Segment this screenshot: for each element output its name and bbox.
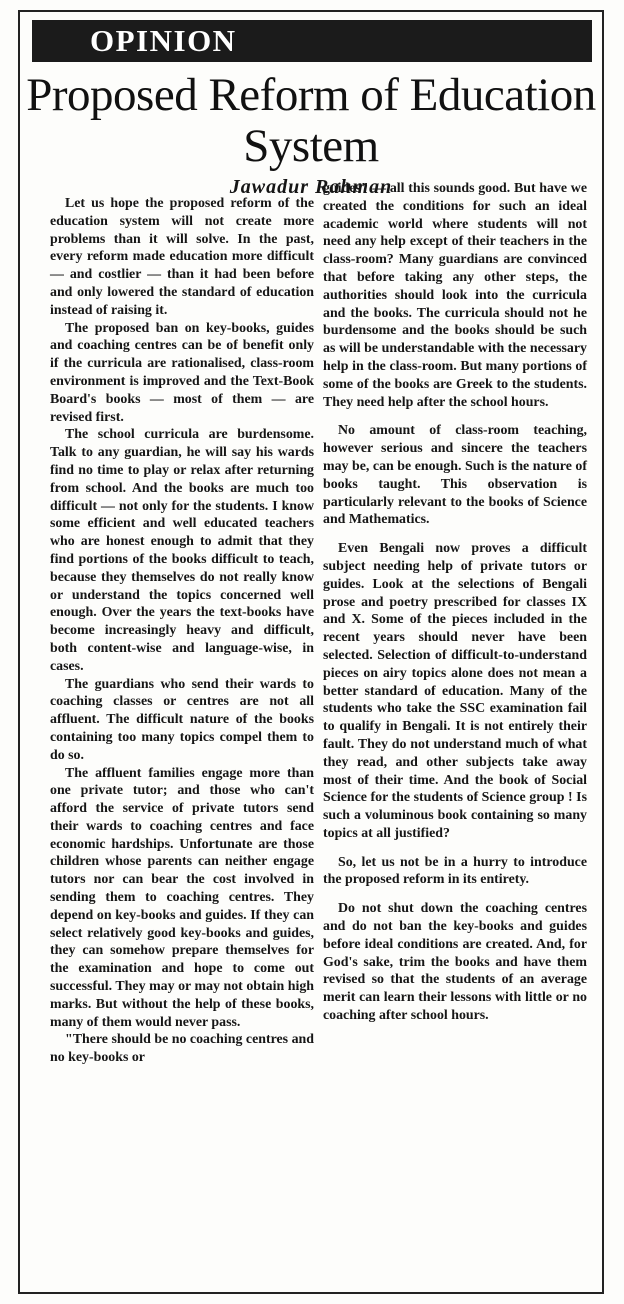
paragraph: guides" — all this sounds good. But have we created the conditions for such an ideal academic world where students will not need any help except of their teachers in the class-room? Many guardians are convinced that before taking any other steps, the authorities should look into the curricula and the books. The curricula should not he burdensome and the books should be such as will be understandable with the necessary help in the class-room. But many portions of some of the books are Greek to the students. They need help after the school hours.	[323, 181, 587, 410]
byline: Jawadur Rahman	[229, 176, 393, 198]
paragraph: Let us hope the proposed reform of the education system will not create more problems than it will solve. In the past, every reform made education more difficult — and costlier — than it had been before and only lowered the standard of education instead of raising it.	[50, 196, 314, 318]
paragraph: The guardians who send their wards to coaching classes or centres are not all affluent. The difficult nature of the books containing too many topics compel them to do so.	[50, 676, 314, 763]
headline: Proposed Reform of Education System	[26, 69, 596, 172]
paragraph: So, let us not be in a hurry to introduce the proposed reform in its entirety.	[323, 854, 587, 888]
section-banner	[32, 20, 592, 62]
article-frame	[18, 10, 604, 1294]
column-right	[323, 180, 587, 1025]
section-label: OPINION	[90, 23, 237, 58]
paragraph: The proposed ban on key-books, guides and coaching centres can be of benefit only if the curricula are rationalised, class-room environment is improved and the Text-Book Board's books — most of them — are revised first.	[50, 320, 314, 425]
paragraph: Even Bengali now proves a difficult subject needing help of private tutors or guides. Look at the selections of Bengali prose and poetry prescribed for classes IX and X. Some of the pieces included in the recent years should never have been selected. Selection of difficult-to-understand pieces on airy topics alone does not mean a better standard of education. Many of the students who take the SSC examination fail to qualify in Bengali. It is not entirely their fault. They do not understand much of what they read, and other subjects take away most of their time. And the book of Social Science for the students of Science group ! Is such a voluminous book containing so many topics at all justified?	[323, 541, 587, 841]
paragraph: No amount of class-room teaching, however serious and sincere the teachers may be, can be enough. Such is the nature of books taught. This observation is particularly relevant to the books of Science and Mathematics.	[323, 423, 587, 528]
column-left	[50, 195, 314, 1067]
paragraph: The school curricula are burdensome. Talk to any guardian, he will say his wards find no time to play or relax after returning from school. And the books are much too difficult — not only for the students. I know some efficient and well educated teachers who are honest enough to admit that they find portions of the books difficult to teach, because they themselves do not really know or understand the topics concerned well enough. Over the years the text-books have become increasingly heavy and difficult, both content-wise and language-wise, in cases.	[50, 427, 314, 674]
paragraph: "There should be no coaching centres and no key-books or	[50, 1032, 314, 1066]
paragraph: Do not shut down the coaching centres and do not ban the key-books and guides before ideal conditions are created. And, for God's sake, trim the books and have them revised so that the students of an average merit can learn their lessons with little or no coaching after school hours.	[323, 901, 587, 1024]
paragraph: The affluent families engage more than one private tutor; and those who can't afford the service of private tutors send their wards to coaching centres and face economic hardships. Unfortunate are those children whose parents can neither engage tutors nor can bear the cost involved in sending them to coaching centres. They depend on key-books and guides. If they can select relatively good key-books and guides, they can somehow prepare themselves for the examination and hope to come out successful. They may or may not obtain high marks. But without the help of these books, many of them would never pass.	[50, 765, 314, 1030]
clipped-previous-line	[0, 0, 624, 8]
